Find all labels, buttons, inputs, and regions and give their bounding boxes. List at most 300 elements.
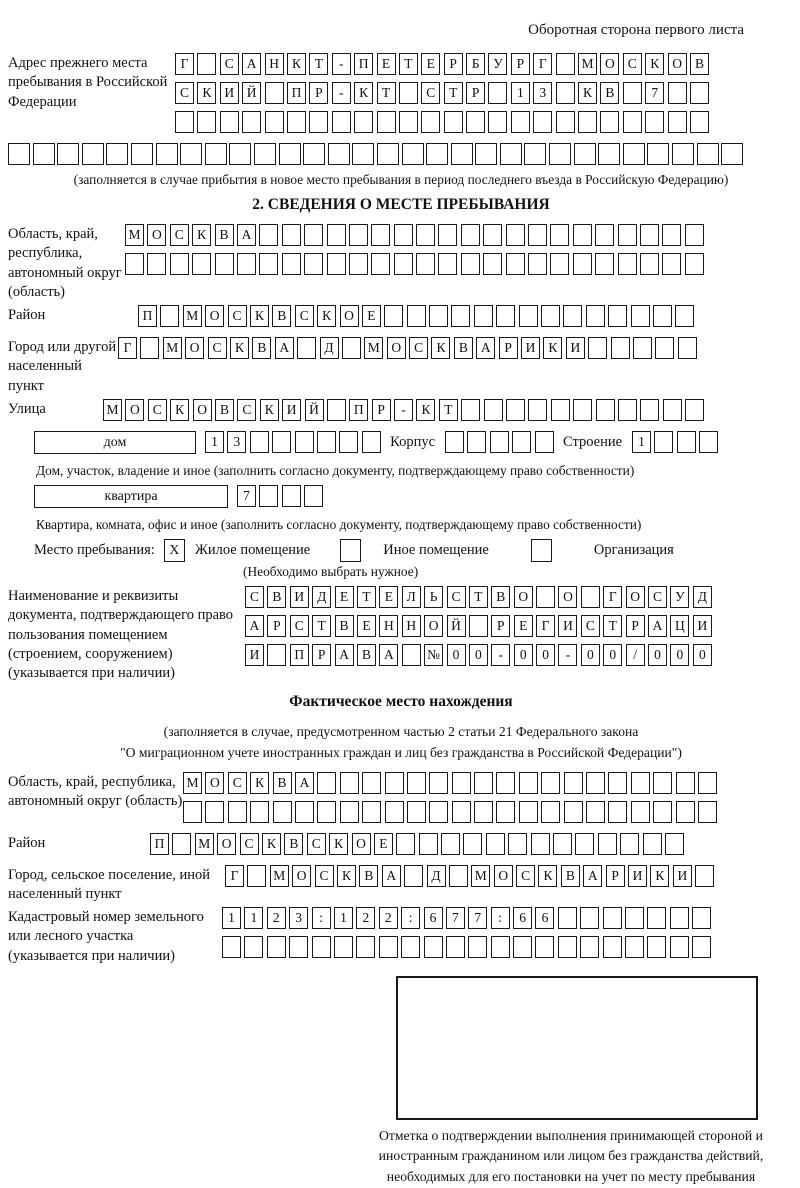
char-box xyxy=(265,82,284,104)
char-box xyxy=(631,772,650,794)
char-box xyxy=(653,772,672,794)
char-box xyxy=(371,253,390,275)
char-box: К xyxy=(538,865,557,887)
char-box: С xyxy=(290,615,309,637)
char-box: С xyxy=(295,305,314,327)
char-box xyxy=(603,907,622,929)
choose-required-caption: (Необходимо выбрать нужное) xyxy=(243,563,419,579)
char-box xyxy=(327,224,346,246)
char-box xyxy=(531,833,550,855)
char-box xyxy=(468,936,487,958)
char-box: Д xyxy=(693,586,712,608)
char-box: 7 xyxy=(237,485,256,507)
char-box xyxy=(82,143,104,165)
ownership-doc-label: Наименование и реквизиты документа, подтверждающего право пользования помещением (строением, сооружением) (указывается при наличии) xyxy=(8,587,234,682)
char-box xyxy=(466,111,485,133)
char-box: 1 xyxy=(222,907,241,929)
char-box xyxy=(474,801,493,823)
char-box: О xyxy=(626,586,645,608)
char-box xyxy=(513,936,532,958)
char-box xyxy=(282,485,301,507)
factual-region-row-1 xyxy=(183,772,720,796)
char-box: Г xyxy=(536,615,555,637)
char-box xyxy=(519,772,538,794)
char-box xyxy=(282,224,301,246)
char-box: 2 xyxy=(356,907,375,929)
char-box: 7 xyxy=(468,907,487,929)
char-box xyxy=(295,801,314,823)
factual-district-field xyxy=(8,833,794,862)
char-box: С xyxy=(148,399,167,421)
char-box: Н xyxy=(265,53,284,75)
char-box xyxy=(640,224,659,246)
char-box: К xyxy=(230,337,249,359)
char-box: С xyxy=(237,399,256,421)
char-box: Р xyxy=(491,615,510,637)
char-box: О xyxy=(125,399,144,421)
prev-address-row-1 xyxy=(175,53,712,77)
char-box: 2 xyxy=(267,907,286,929)
char-box: Е xyxy=(377,53,396,75)
char-box xyxy=(541,305,560,327)
char-box xyxy=(222,936,241,958)
char-box xyxy=(265,111,284,133)
char-box: - xyxy=(394,399,413,421)
char-box xyxy=(550,224,569,246)
char-box: С xyxy=(175,82,194,104)
char-box: К xyxy=(543,337,562,359)
char-box xyxy=(402,644,421,666)
char-box xyxy=(429,801,448,823)
char-box xyxy=(304,485,323,507)
char-box: В xyxy=(215,399,234,421)
district-label: Район xyxy=(8,307,46,324)
char-box: В xyxy=(272,305,291,327)
char-box xyxy=(676,801,695,823)
ownership-doc-row-2 xyxy=(245,615,715,639)
house-row xyxy=(34,431,794,460)
prev-address-caption: (заполняется в случае прибытия в новое место пребывания в период последнего въезда в Российскую Федерацию) xyxy=(73,172,729,187)
char-box: Й xyxy=(305,399,324,421)
char-box xyxy=(407,772,426,794)
prev-address-row-3 xyxy=(175,111,712,135)
char-box xyxy=(608,305,627,327)
char-box: М xyxy=(183,772,202,794)
char-box xyxy=(309,111,328,133)
char-box xyxy=(564,772,583,794)
char-box: С xyxy=(648,586,667,608)
char-box: С xyxy=(228,772,247,794)
residential-checkbox: X xyxy=(164,539,185,562)
char-box xyxy=(690,111,709,133)
char-box: И xyxy=(673,865,692,887)
char-box: С xyxy=(315,865,334,887)
prev-address-label: Адрес прежнего места пребывания в Российской Федерации xyxy=(8,55,168,110)
char-box xyxy=(488,111,507,133)
char-box xyxy=(404,865,423,887)
char-box xyxy=(282,253,301,275)
house-caption: Дом, участок, владение и иное (заполнить согласно документу, подтверждающему право собственности) xyxy=(36,462,635,478)
ownership-doc-field xyxy=(8,586,794,683)
char-box: К xyxy=(192,224,211,246)
char-box: 6 xyxy=(535,907,554,929)
char-box xyxy=(574,143,596,165)
cadastral-row-1 xyxy=(222,907,715,931)
char-box xyxy=(618,253,637,275)
char-box xyxy=(394,253,413,275)
char-box xyxy=(573,253,592,275)
char-box: О xyxy=(352,833,371,855)
char-box: 6 xyxy=(513,907,532,929)
char-box: В xyxy=(600,82,619,104)
char-box: И xyxy=(245,644,264,666)
char-box: К xyxy=(645,53,664,75)
char-box: У xyxy=(670,586,689,608)
char-box xyxy=(267,644,286,666)
char-box xyxy=(197,53,216,75)
house-label-box: дом xyxy=(34,431,196,454)
char-box xyxy=(653,305,672,327)
char-box xyxy=(631,305,650,327)
char-box xyxy=(8,143,30,165)
char-box xyxy=(445,431,464,453)
char-box: О xyxy=(600,53,619,75)
char-box: Д xyxy=(427,865,446,887)
char-box: Е xyxy=(335,586,354,608)
char-box: С xyxy=(245,586,264,608)
char-box xyxy=(362,801,381,823)
char-box: Т xyxy=(444,82,463,104)
char-box xyxy=(229,143,251,165)
char-box: 1 xyxy=(511,82,530,104)
residential-label: Жилое помещение xyxy=(194,541,311,558)
char-box: О xyxy=(340,305,359,327)
char-box: О xyxy=(205,305,224,327)
apartment-label-box: квартира xyxy=(34,485,228,508)
char-box: 2 xyxy=(379,907,398,929)
char-box: С xyxy=(409,337,428,359)
char-box xyxy=(438,224,457,246)
char-box: С xyxy=(240,833,259,855)
char-box: О xyxy=(494,865,513,887)
char-box xyxy=(377,143,399,165)
char-box xyxy=(496,801,515,823)
char-box xyxy=(289,936,308,958)
cadastral-row-2 xyxy=(222,936,715,960)
char-box: 0 xyxy=(581,644,600,666)
char-box xyxy=(399,111,418,133)
char-box: П xyxy=(354,53,373,75)
char-box: 0 xyxy=(648,644,667,666)
char-box: 3 xyxy=(533,82,552,104)
char-box xyxy=(452,801,471,823)
char-box xyxy=(578,111,597,133)
prev-address-row-4 xyxy=(8,143,794,167)
factual-region-label: Область, край, республика, автономный округ (область) xyxy=(8,773,183,809)
city-label: Город или другой населенный пункт xyxy=(8,339,117,394)
char-box xyxy=(549,143,571,165)
region-row-1 xyxy=(125,224,707,248)
char-box: Е xyxy=(421,53,440,75)
char-box xyxy=(131,143,153,165)
char-box: - xyxy=(491,644,510,666)
char-box xyxy=(452,772,471,794)
prev-address-grid xyxy=(175,53,712,140)
char-box: 0 xyxy=(469,644,488,666)
char-box xyxy=(461,224,480,246)
char-box xyxy=(668,82,687,104)
char-box xyxy=(469,615,488,637)
char-box: О xyxy=(205,772,224,794)
ownership-doc-row-3 xyxy=(245,644,715,668)
char-box: Р xyxy=(444,53,463,75)
other-premises-label: Иное помещение xyxy=(383,541,489,558)
char-box: В xyxy=(284,833,303,855)
factual-city-label: Город, сельское поселение, иной населенный пункт xyxy=(8,866,211,902)
char-box: Т xyxy=(357,586,376,608)
char-box xyxy=(506,224,525,246)
char-box xyxy=(556,111,575,133)
char-box: С xyxy=(307,833,326,855)
char-box: Т xyxy=(309,53,328,75)
char-box: К xyxy=(650,865,669,887)
char-box: М xyxy=(125,224,144,246)
char-box xyxy=(586,305,605,327)
char-box xyxy=(362,431,381,453)
apartment-number-row xyxy=(237,485,327,509)
char-box: Л xyxy=(402,586,421,608)
back-side-note: Оборотная сторона первого листа xyxy=(528,22,744,38)
char-box: С xyxy=(623,53,642,75)
char-box: К xyxy=(197,82,216,104)
char-box xyxy=(625,907,644,929)
char-box: В xyxy=(690,53,709,75)
char-box xyxy=(611,337,630,359)
char-box: 1 xyxy=(632,431,651,453)
char-box xyxy=(698,772,717,794)
char-box xyxy=(407,305,426,327)
char-box xyxy=(295,431,314,453)
char-box xyxy=(668,111,687,133)
char-box xyxy=(563,305,582,327)
region-row-2 xyxy=(125,253,707,277)
char-box: М xyxy=(183,305,202,327)
char-box xyxy=(553,833,572,855)
char-box xyxy=(692,936,711,958)
char-box: / xyxy=(626,644,645,666)
char-box: И xyxy=(566,337,585,359)
char-box xyxy=(524,143,546,165)
char-box: № xyxy=(424,644,443,666)
prev-address-row-2 xyxy=(175,82,712,106)
char-box xyxy=(506,253,525,275)
factual-district-row xyxy=(150,833,687,857)
char-box: П xyxy=(138,305,157,327)
char-box: П xyxy=(150,833,169,855)
char-box xyxy=(461,253,480,275)
char-box xyxy=(197,111,216,133)
char-box xyxy=(550,253,569,275)
char-box xyxy=(595,224,614,246)
street-label: Улица xyxy=(8,400,46,417)
char-box: М xyxy=(103,399,122,421)
char-box xyxy=(441,833,460,855)
char-box: Г xyxy=(603,586,622,608)
char-box xyxy=(377,111,396,133)
char-box: Г xyxy=(533,53,552,75)
char-box: О xyxy=(558,586,577,608)
factual-region-grid xyxy=(183,772,720,830)
char-box: К xyxy=(170,399,189,421)
char-box xyxy=(317,772,336,794)
char-box xyxy=(421,111,440,133)
char-box: - xyxy=(558,644,577,666)
char-box: П xyxy=(290,644,309,666)
char-box xyxy=(371,224,390,246)
char-box xyxy=(535,936,554,958)
char-box xyxy=(654,431,673,453)
char-box xyxy=(349,224,368,246)
char-box: М xyxy=(270,865,289,887)
char-box: О xyxy=(424,615,443,637)
char-box xyxy=(618,399,637,421)
char-box: В xyxy=(359,865,378,887)
char-box: Р xyxy=(372,399,391,421)
house-number-row xyxy=(205,431,384,455)
char-box: Г xyxy=(225,865,244,887)
char-box: 3 xyxy=(227,431,246,453)
char-box xyxy=(244,936,263,958)
char-box: 1 xyxy=(205,431,224,453)
char-box xyxy=(645,111,664,133)
char-box xyxy=(690,82,709,104)
char-box xyxy=(551,399,570,421)
char-box xyxy=(655,337,674,359)
char-box: А xyxy=(379,644,398,666)
char-box: Г xyxy=(118,337,137,359)
char-box xyxy=(352,143,374,165)
char-box xyxy=(519,305,538,327)
char-box xyxy=(259,253,278,275)
char-box: О xyxy=(514,586,533,608)
char-box xyxy=(721,143,743,165)
region-label: Область, край, республика, автономный округ (область) xyxy=(8,226,122,300)
stroenie-row xyxy=(632,431,722,455)
char-box xyxy=(297,337,316,359)
char-box xyxy=(573,224,592,246)
char-box xyxy=(663,399,682,421)
factual-district-label: Район xyxy=(8,834,46,851)
char-box xyxy=(312,936,331,958)
char-box: А xyxy=(245,615,264,637)
char-box xyxy=(486,833,505,855)
char-box xyxy=(676,772,695,794)
char-box xyxy=(640,399,659,421)
char-box: В xyxy=(252,337,271,359)
char-box: Н xyxy=(379,615,398,637)
char-box: О xyxy=(387,337,406,359)
char-box: А xyxy=(476,337,495,359)
region-grid xyxy=(125,224,707,282)
char-box xyxy=(342,337,361,359)
char-box: Т xyxy=(399,53,418,75)
char-box xyxy=(575,833,594,855)
char-box xyxy=(519,801,538,823)
char-box xyxy=(33,143,55,165)
char-box xyxy=(598,143,620,165)
char-box: Т xyxy=(469,586,488,608)
char-box: 0 xyxy=(670,644,689,666)
char-box: Т xyxy=(439,399,458,421)
other-premises-checkbox xyxy=(340,539,361,562)
char-box xyxy=(536,586,555,608)
stroenie-label: Строение xyxy=(562,433,623,450)
char-box xyxy=(317,431,336,453)
char-box: Е xyxy=(357,615,376,637)
char-box xyxy=(620,833,639,855)
char-box xyxy=(429,772,448,794)
char-box: Д xyxy=(312,586,331,608)
char-box xyxy=(474,305,493,327)
char-box: С xyxy=(170,224,189,246)
cadastral-field xyxy=(8,907,794,966)
char-box xyxy=(491,936,510,958)
char-box xyxy=(317,801,336,823)
char-box xyxy=(500,143,522,165)
char-box: К xyxy=(431,337,450,359)
char-box: Р xyxy=(499,337,518,359)
char-box xyxy=(463,833,482,855)
char-box: - xyxy=(332,53,351,75)
char-box: : xyxy=(401,907,420,929)
char-box: Ь xyxy=(424,586,443,608)
char-box xyxy=(379,936,398,958)
korpus-label: Корпус xyxy=(390,433,436,450)
char-box: К xyxy=(287,53,306,75)
char-box: И xyxy=(521,337,540,359)
prev-address-field xyxy=(8,53,794,140)
char-box xyxy=(449,865,468,887)
char-box: К xyxy=(260,399,279,421)
char-box: 6 xyxy=(424,907,443,929)
char-box xyxy=(608,772,627,794)
char-box xyxy=(407,801,426,823)
char-box: О xyxy=(185,337,204,359)
char-box xyxy=(633,337,652,359)
char-box: К xyxy=(250,305,269,327)
char-box xyxy=(488,82,507,104)
char-box xyxy=(598,833,617,855)
char-box xyxy=(623,111,642,133)
char-box: И xyxy=(693,615,712,637)
char-box: С xyxy=(447,586,466,608)
char-box xyxy=(573,399,592,421)
char-box: В xyxy=(335,615,354,637)
char-box xyxy=(474,772,493,794)
char-box xyxy=(475,143,497,165)
char-box xyxy=(672,143,694,165)
char-box: С xyxy=(516,865,535,887)
char-box: Е xyxy=(362,305,381,327)
char-box: Е xyxy=(379,586,398,608)
char-box: В xyxy=(491,586,510,608)
char-box xyxy=(483,224,502,246)
char-box xyxy=(327,253,346,275)
char-box xyxy=(586,801,605,823)
char-box xyxy=(564,801,583,823)
char-box xyxy=(541,772,560,794)
region-field xyxy=(8,224,794,302)
